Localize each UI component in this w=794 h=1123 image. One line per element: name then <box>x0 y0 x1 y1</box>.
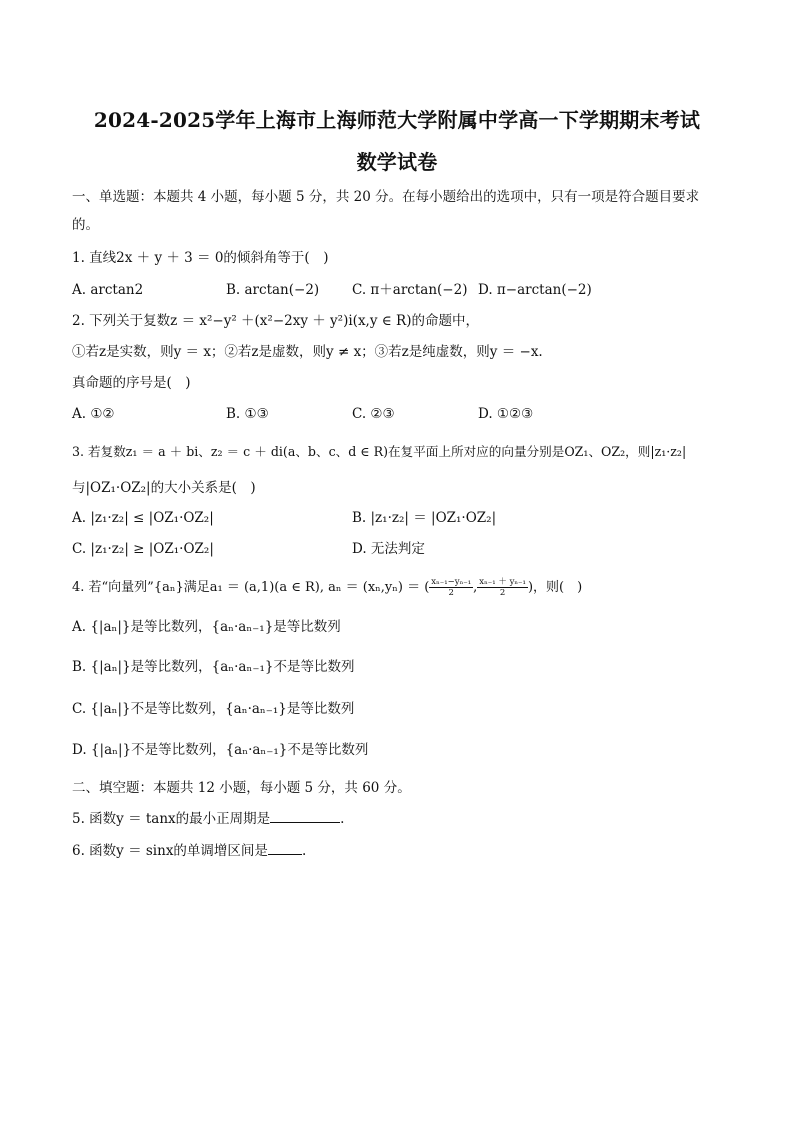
q3-option-a: A. |z₁·z₂| ≤ |OZ₁·OZ₂| <box>72 510 214 526</box>
q4-stem: 4. 若“向量列”{aₙ}满足a₁ ＝ (a,1)(a ∈ R), aₙ ＝ (xₙ,yₙ) ＝ ( $\frac{\text{xₙ₋₁−yₙ₋₁}}{2}$ , $\frac{\text{xₙ₋₁ ＋ yₙ₋₁}}{2}$ )，则( ) <box>72 577 583 598</box>
q6-end: . <box>301 843 307 859</box>
q4-stem-suffix: )，则( ) <box>527 580 583 595</box>
q2-option-c: C. ②③ <box>352 406 395 422</box>
q3-option-b: B. |z₁·z₂| ＝ |OZ₁·OZ₂| <box>352 510 497 526</box>
q4-option-b: B. {|aₙ|}是等比数列，{aₙ·aₙ₋₁}不是等比数列 <box>72 659 355 675</box>
q4-stem-prefix: 4. 若“向量列”{aₙ}满足a₁ ＝ (a,1)(a ∈ R), aₙ ＝ (xₙ,yₙ) ＝ ( <box>72 580 430 595</box>
q4-fraction-x <box>429 577 473 598</box>
q4-fraction-y-denominator: 2 <box>499 588 506 598</box>
q2-stem: 2. 下列关于复数z ＝ x²−y² ＋(x²−2xy ＋ y²)i(x,y ∈ R)的命题中， <box>72 313 479 329</box>
q4-option-a: A. {|aₙ|}是等比数列，{aₙ·aₙ₋₁}是等比数列 <box>72 619 341 635</box>
q2-option-a: A. ①② <box>72 406 115 422</box>
q4-fraction-y <box>477 577 528 598</box>
exam-title: 2024-2025学年上海市上海师范大学附属中学高一下学期期末考试 <box>93 108 701 132</box>
q4-option-c: C. {|aₙ|}不是等比数列，{aₙ·aₙ₋₁}是等比数列 <box>72 701 355 717</box>
q1-option-d: D. π−arctan(−2) <box>478 282 592 298</box>
q3-question: 与|OZ₁·OZ₂|的大小关系是( ) <box>72 480 256 496</box>
q2-question: 真命题的序号是( ) <box>72 375 191 391</box>
exam-subtitle: 数学试卷 <box>356 150 438 174</box>
q5-end: . <box>340 811 345 827</box>
section1-heading: 一、单选题：本题共 4 小题，每小题 5 分，共 20 分。在每小题给出的选项中，只有一项是符合题目要求 <box>72 189 700 205</box>
q2-propositions: ①若z是实数，则y ＝ x；②若z是虚数，则y ≠ x；③若z是纯虚数，则y ＝ −x. <box>72 344 543 360</box>
q2-option-b: B. ①③ <box>226 406 269 422</box>
q3-stem: 3. 若复数z₁ ＝ a ＋ bi、z₂ ＝ c ＋ di(a、b、c、d ∈ R)在复平面上所对应的向量分别是OZ₁、OZ₂，则|z₁·z₂| <box>72 444 687 459</box>
q1-option-b: B. arctan(−2) <box>226 282 320 298</box>
q1-option-a: A. arctan2 <box>72 282 144 298</box>
q1-stem: 1. 直线2x ＋ y ＋ 3 ＝ 0的倾斜角等于( ) <box>72 250 329 266</box>
section2-heading: 二、填空题：本题共 12 小题，每小题 5 分，共 60 分。 <box>72 780 411 796</box>
q5-answer-blank[interactable] <box>270 810 340 823</box>
q2-option-d: D. ①②③ <box>478 406 534 422</box>
q4-option-d: D. {|aₙ|}不是等比数列，{aₙ·aₙ₋₁}不是等比数列 <box>72 742 369 758</box>
q4-fraction-x-denominator: 2 <box>448 588 454 598</box>
q5-stem <box>72 810 344 828</box>
q4-fraction-x-numerator: xₙ₋₁−yₙ₋₁ <box>431 577 472 587</box>
q4-fraction-y-numerator: xₙ₋₁ ＋ yₙ₋₁ <box>479 577 526 587</box>
q1-option-c: C. π＋arctan(−2) <box>352 282 468 298</box>
q6-text: 6. 函数y ＝ sinx的单调增区间是 <box>72 843 268 859</box>
q6-stem <box>72 842 306 860</box>
q3-option-d: D. 无法判定 <box>352 541 425 557</box>
q6-answer-blank[interactable] <box>268 842 302 855</box>
q5-text: 5. 函数y ＝ tanx的最小正周期是 <box>72 811 271 827</box>
section1-heading-cont: 的。 <box>72 217 99 233</box>
q3-option-c: C. |z₁·z₂| ≥ |OZ₁·OZ₂| <box>72 541 214 557</box>
